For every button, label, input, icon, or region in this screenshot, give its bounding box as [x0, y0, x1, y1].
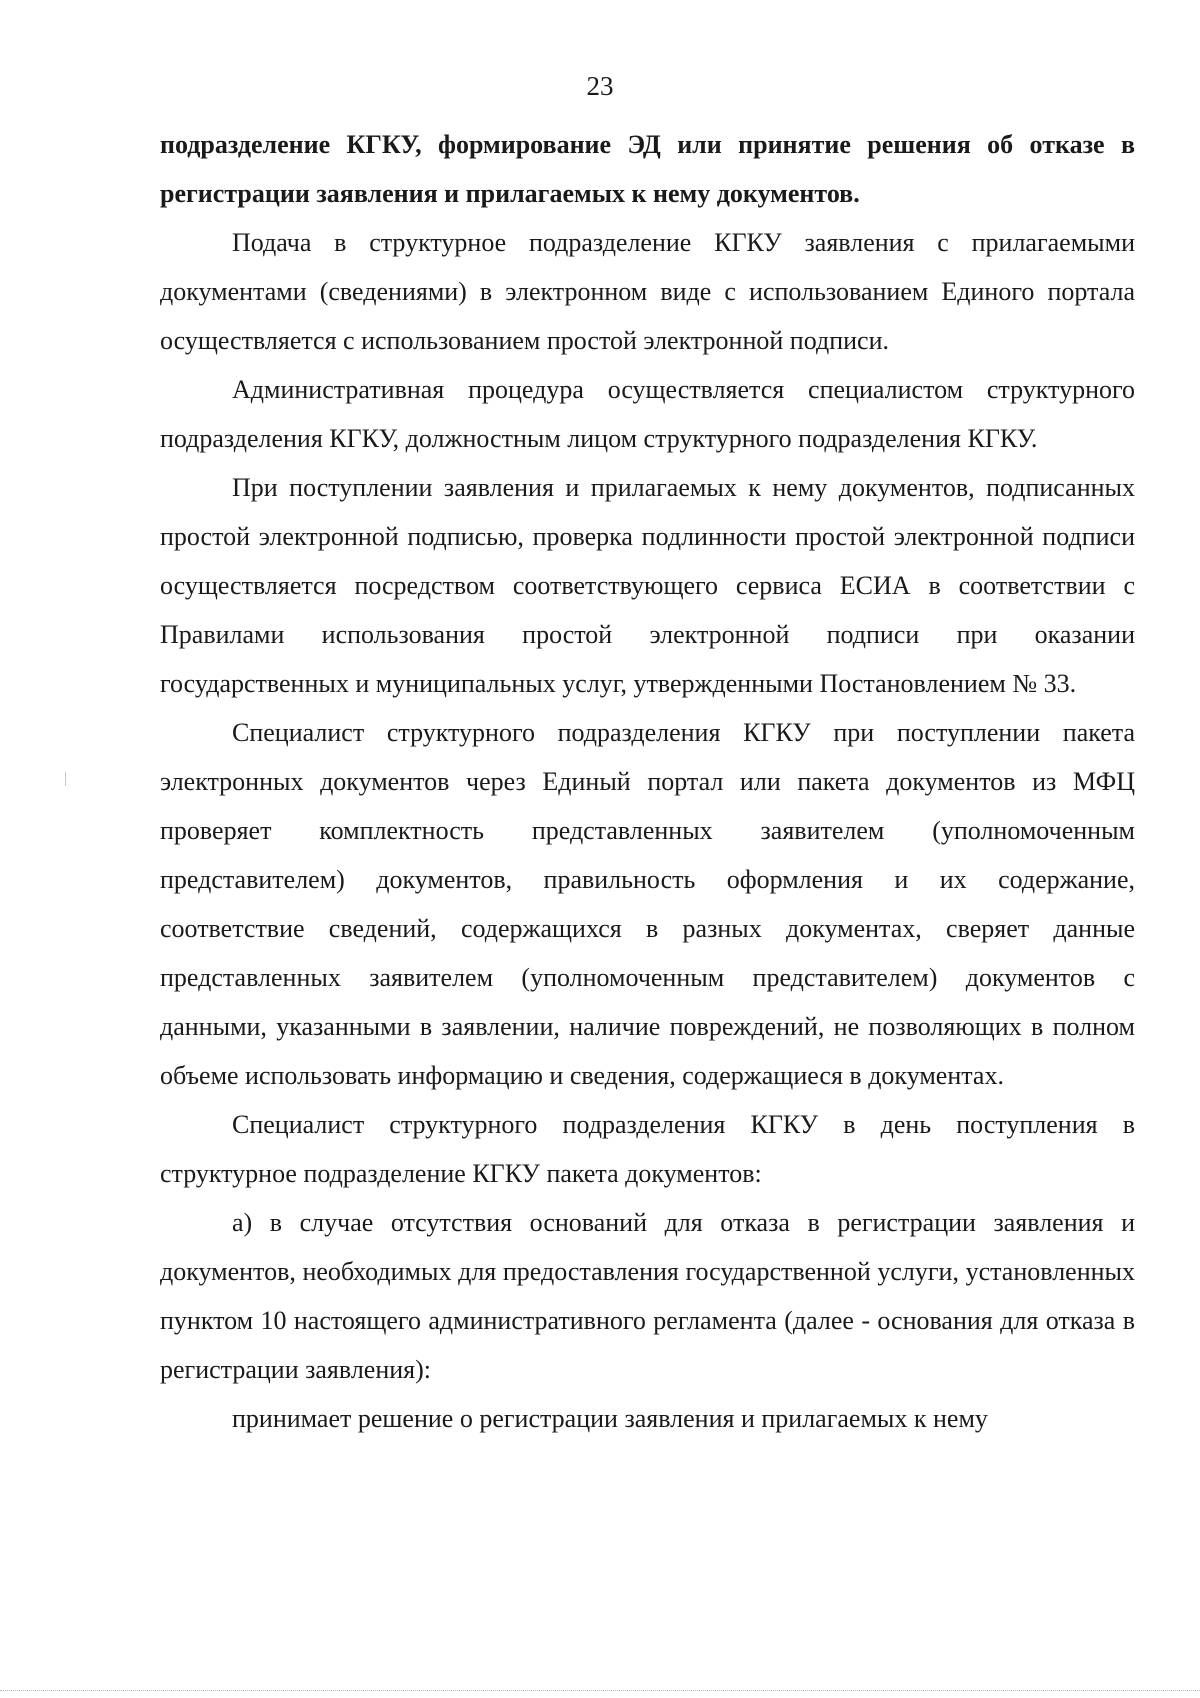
document-body	[160, 120, 1135, 1443]
paragraph-same-day-actions: Специалист структурного подразделения КГКУ в день поступления в структурное подразделение КГКУ пакета документов:	[160, 1110, 1135, 1188]
paragraph-document-check: Специалист структурного подразделения КГКУ при поступлении пакета электронных документов через Единый портал или пакета документов из МФЦ проверяет комплектность представленных заявителем (уполномоченным представителем) документов, правильность оформления и их содержание, соответствие сведений, содержащихся в разных документах, сверяет данные представленных заявителем (уполномоченным представителем) документов с данными, указанными в заявлении, наличие повреждений, не позволяющих в полном объеме использовать информацию и сведения, содержащиеся в документах.	[160, 718, 1135, 1090]
paragraph-procedure-performer: Административная процедура осуществляется специалистом структурного подразделения КГКУ, должностным лицом структурного подразделения КГКУ.	[160, 375, 1135, 453]
paragraph-registration-decision: принимает решение о регистрации заявления и прилагаемых к нему	[232, 1404, 988, 1433]
section-heading: подразделение КГКУ, формирование ЭД или принятие решения об отказе в регистрации заявления и прилагаемых к нему документов.	[160, 130, 1135, 208]
paragraph-signature-verification: При поступлении заявления и прилагаемых к нему документов, подписанных простой электронной подписью, проверка подлинности простой электронной подписи осуществляется посредством соответствующего сервиса ЕСИА в соответствии с Правилами использования простой электронной подписи при оказании государственных и муниципальных услуг, утвержденными Постановлением № 33.	[160, 473, 1135, 698]
paragraph-no-refusal-grounds: а) в случае отсутствия оснований для отказа в регистрации заявления и документов, необходимых для предоставления государственной услуги, установленных пунктом 10 настоящего административного регламента (далее - основания для отказа в регистрации заявления):	[160, 1208, 1135, 1384]
scan-bottom-edge	[0, 1690, 1200, 1691]
paragraph-electronic-submission: Подача в структурное подразделение КГКУ заявления с прилагаемыми документами (сведениями) в электронном виде с использованием Единого портала осуществляется с использованием простой электронной подписи.	[160, 228, 1135, 355]
page-number: 23	[586, 71, 614, 101]
scan-margin-mark	[65, 772, 66, 786]
